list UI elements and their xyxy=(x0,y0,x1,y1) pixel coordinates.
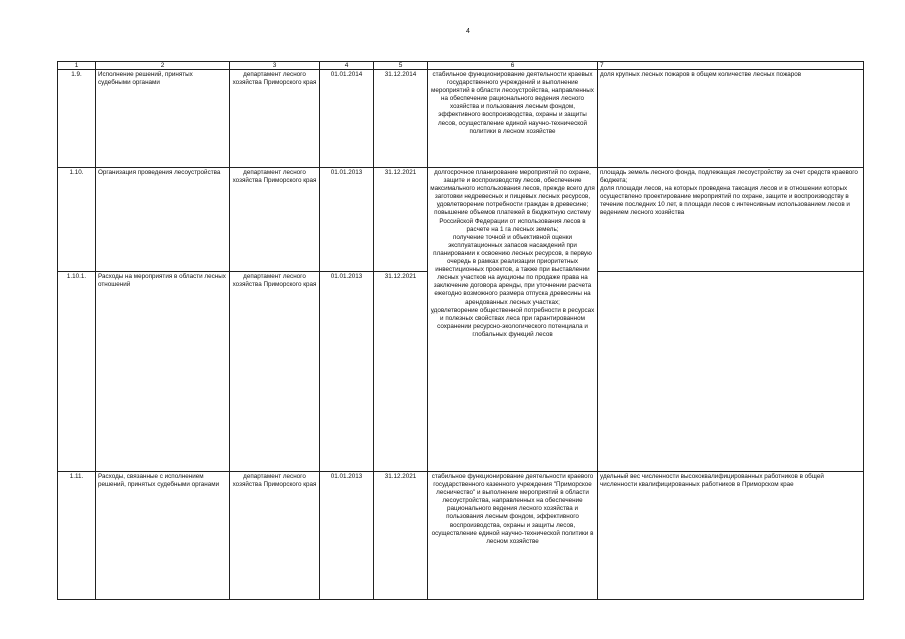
measure-name: Организация проведения лесоустройства xyxy=(96,168,230,272)
table-row xyxy=(58,70,864,168)
header-cell: 5 xyxy=(374,62,428,70)
responsible-department: департамент лесного хозяйства Приморского края xyxy=(230,472,320,600)
start-date: 01.01.2014 xyxy=(320,70,374,168)
row-number: 1.10.1. xyxy=(58,272,96,472)
responsible-department: департамент лесного хозяйства Приморского края xyxy=(230,70,320,168)
responsible-department: департамент лесного хозяйства Приморского края xyxy=(230,168,320,272)
end-date: 31.12.2014 xyxy=(374,70,428,168)
indicator: удельный вес численности высококвалифицированных работников в общей численности квалифицированных работников в Приморском крае xyxy=(598,472,864,600)
header-cell: 1 xyxy=(58,62,96,70)
measure-name: Расходы на мероприятия в области лесных отношений xyxy=(96,272,230,472)
indicator: площадь земель лесного фонда, подлежащая лесоустройству за счет средств краевого бюджета; доля площади лесов, на которых проведена таксация лесов и в отношении которых осуществлено проектирование мероприятий по охране, защите и воспроизводству в течение последних 10 лет, в площади лесов с интенсивным использованием лесов и ведением лесного хозяйства xyxy=(598,168,864,272)
start-date: 01.01.2013 xyxy=(320,472,374,600)
row-number: 1.9. xyxy=(58,70,96,168)
end-date: 31.12.2021 xyxy=(374,168,428,272)
header-cell: 7 xyxy=(598,62,864,70)
start-date: 01.01.2013 xyxy=(320,272,374,472)
measure-name: Расходы, связанные с исполнением решений, принятых судебными органами xyxy=(96,472,230,600)
expected-result: стабильное функционирование деятельности краевых государственного учреждений и выполнение мероприятий в области лесоустройства, направленных на обеспечение рационального ведения лесного хозяйства и пользования лесным фондом, эффективного воспроизводства, охраны и защиты лесов, осуществление единой научно-технической политики в лесном хозяйстве xyxy=(428,70,598,168)
program-table xyxy=(57,61,864,600)
page-number: 4 xyxy=(466,28,470,35)
row-number: 1.11. xyxy=(58,472,96,600)
table-row xyxy=(58,472,864,600)
indicator xyxy=(598,272,864,472)
indicator: доля крупных лесных пожаров в общем количестве лесных пожаров xyxy=(598,70,864,168)
table-row xyxy=(58,168,864,272)
row-number: 1.10. xyxy=(58,168,96,272)
header-cell: 6 xyxy=(428,62,598,70)
header-cell: 2 xyxy=(96,62,230,70)
header-row xyxy=(58,62,864,70)
header-cell: 3 xyxy=(230,62,320,70)
expected-result: долгосрочное планирование мероприятий по охране, защите и воспроизводству лесов, обеспечение максимального использования лесов, прежде всего для заготовки недревесных и пищевых лесных ресурсов, удовлетворение потребности граждан в древесине; повышение объемов платежей в бюджетную систему Российской Федерации от использования лесов в расчете на 1 га лесных земель; получение точной и объективной оценки эксплуатационных запасов насаждений при планировании к освоению лесных ресурсов, в первую очередь в рамках реализации приоритетных инвестиционных проектов, а также при выставлении лесных участков на аукционы по продаже права на заключение договора аренды, при уточнении расчета ежегодно возможного размера отпуска древесины на арендованных лесных участках; удовлетворение общественной потребности в ресурсах и полезных свойствах леса при гарантированном сохранении ресурсно-экологического потенциала и глобальных функций лесов xyxy=(428,168,598,472)
start-date: 01.01.2013 xyxy=(320,168,374,272)
responsible-department: департамент лесного хозяйства Приморского края xyxy=(230,272,320,472)
end-date: 31.12.2021 xyxy=(374,472,428,600)
end-date: 31.12.2021 xyxy=(374,272,428,472)
header-cell: 4 xyxy=(320,62,374,70)
expected-result: стабильное функционирование деятельности краевого государственного казенного учреждения "Приморское лесничество" и выполнение мероприятий в области лесоустройства, направленных на обеспечение рационального ведения лесного хозяйства и пользования лесным фондом, эффективного воспроизводства, охраны и защиты лесов, осуществление единой научно-технической политики в лесном хозяйстве xyxy=(428,472,598,600)
measure-name: Исполнение решений, принятых судебными органами xyxy=(96,70,230,168)
